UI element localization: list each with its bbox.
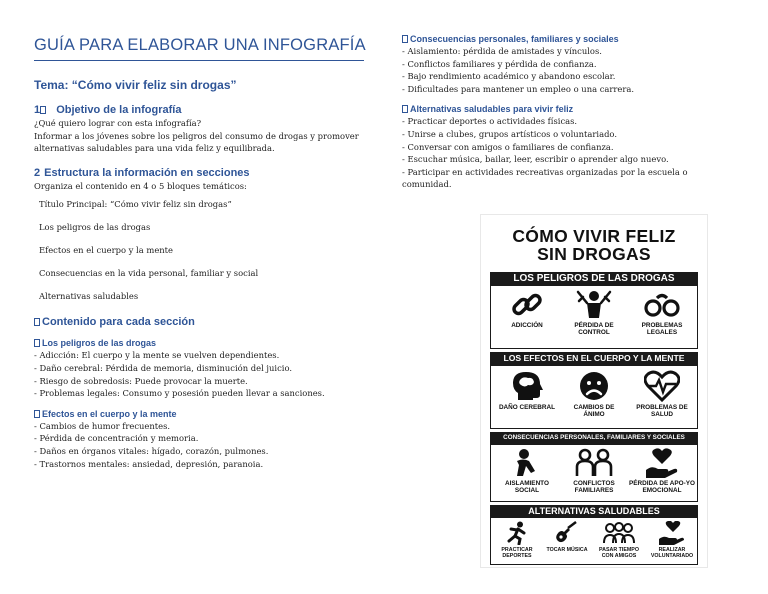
infographic-item: ADICCIÓN [497,290,557,329]
friends-group-icon [602,521,636,545]
block-line: - Riesgo de sobredosis: Puede provocar la muerte. [34,375,248,386]
infographic-item: TOCAR MÚSICA [543,521,591,553]
structure-item: Efectos en el cuerpo y la mente [39,245,173,256]
infographic-item: PROBLEMAS LEGALES [631,290,693,336]
block-title: Efectos en el cuerpo y la mente [34,408,384,420]
infographic-item: DAÑO CEREBRAL [497,370,557,411]
section1-question: ¿Qué quiero lograr con esta infografía? [34,118,202,128]
infographic-item: PROBLEMAS DE SALUD [631,370,693,418]
brain-head-icon [510,370,544,402]
block-line: - Escuchar música, bailar, leer, escribir o aprender algo nuevo. [402,154,669,165]
block-line: - Conversar con amigos o familiares de confianza. [402,141,614,152]
block-line: - Adicción: El cuerpo y la mente se vuelven dependientes. [34,350,280,361]
infographic-item: PÉRDIDA DE CONTROL [563,288,625,336]
left-column [34,36,384,470]
section3-title: Contenido para cada sección [42,316,195,329]
block-line: - Practicar deportes o actividades físicas. [402,116,578,127]
section2-intro: Organiza el contenido en 4 o 5 bloques temáticos: [34,180,247,191]
block-line: - Unirse a clubes, grupos artísticos o voluntariado. [402,128,617,139]
keycap-glyph-icon [40,106,46,114]
infographic-section-header: CONSECUENCIAS PERSONALES, FAMILIARES Y SOCIALES [490,432,698,444]
infographic-panel [490,365,698,429]
infographic-item: PÉRDIDA DE APO-YO EMOCIONAL [629,448,695,494]
isolated-person-icon [511,448,543,478]
placeholder-glyph-icon [402,105,408,113]
placeholder-glyph-icon [34,339,40,347]
infographic-item: PRACTICAR DEPORTES [493,521,541,559]
distressed-person-icon [574,288,614,320]
infographic-section-header: ALTERNATIVAS SALUDABLES [490,505,698,517]
sad-face-icon [578,370,610,402]
family-conflict-icon [574,448,614,478]
block-title: Consecuencias personales, familiares y sociales [402,33,722,45]
chain-link-icon [510,290,544,320]
hand-heart-icon [644,448,680,478]
handcuffs-icon [643,290,681,320]
block-line: - Cambios de humor frecuentes. [34,420,171,431]
section2-title: Estructura la información en secciones [44,166,250,179]
block-title: Alternativas saludables para vivir feliz [402,103,722,115]
placeholder-glyph-icon [34,410,40,418]
section1-title: Objetivo de la infografía [56,104,182,116]
placeholder-glyph-icon [34,318,40,326]
infographic-item: CAMBIOS DE ÁNIMO [563,370,625,418]
infographic-panel [490,517,698,565]
block-title: Los peligros de las drogas [34,337,384,349]
guitar-icon [554,521,580,545]
runner-icon [504,521,530,545]
section2-number: 2 [34,166,41,179]
section1-heading [34,104,384,117]
infographic-item: AISLAMIENTO SOCIAL [497,448,557,494]
block-line: - Problemas legales: Consumo y posesión pueden llevar a sanciones. [34,388,325,399]
block-line: - Conflictos familiares y pérdida de confianza. [402,58,597,69]
infographic-title: CÓMO VIVIR FELIZ SIN DROGAS [512,226,676,264]
structure-item: Alternativas saludables [39,291,139,302]
tema-heading: Tema: “Cómo vivir feliz sin drogas” [34,78,237,92]
infographic-item: CONFLICTOS FAMILIARES [563,448,625,494]
infographic-item: PASAR TIEMPO CON AMIGOS [593,521,645,559]
placeholder-glyph-icon [402,35,408,43]
right-column [402,33,722,191]
block-line: - Pérdida de concentración y memoria. [34,433,199,444]
infographic-panel [490,285,698,349]
section2-heading [34,167,384,180]
structure-item: Título Principal: “Cómo vivir feliz sin drogas” [39,199,232,210]
heartbeat-icon [644,370,680,402]
infographic-image [480,214,708,568]
volunteer-hand-icon [658,521,686,545]
block-line: - Aislamiento: pérdida de amistades y vínculos. [402,46,602,56]
infographic-panel [490,444,698,502]
block-line: - Daño cerebral: Pérdida de memoria, disminución del juicio. [34,362,293,373]
block-line: - Daños en órganos vitales: hígado, corazón, pulmones. [34,445,269,456]
block-line: - Bajo rendimiento académico y abandono escolar. [402,71,616,82]
document-title: GUÍA PARA ELABORAR UNA INFOGRAFÍA [34,36,364,61]
block-line: - Trastornos mentales: ansiedad, depresión, paranoia. [34,458,264,469]
structure-item: Los peligros de las drogas [39,222,151,233]
block-line: - Participar en actividades recreativas organizadas por la escuela o comunidad. [402,166,688,190]
block-line: - Dificultades para mantener un empleo o una carrera. [402,83,635,94]
infographic-item: REALIZAR VOLUNTARIADO [647,521,697,559]
infographic-section-header: LOS PELIGROS DE LAS DROGAS [490,272,698,285]
structure-item: Consecuencias en la vida personal, familiar y social [39,268,259,279]
section1-answer: Informar a los jóvenes sobre los peligros del consumo de drogas y promover alternativas saludables para una vida feliz y equilibrada. [34,130,359,154]
section1-number: 1 [34,104,41,116]
section3-heading [34,316,384,329]
infographic-section-header: LOS EFECTOS EN EL CUERPO Y LA MENTE [490,352,698,365]
